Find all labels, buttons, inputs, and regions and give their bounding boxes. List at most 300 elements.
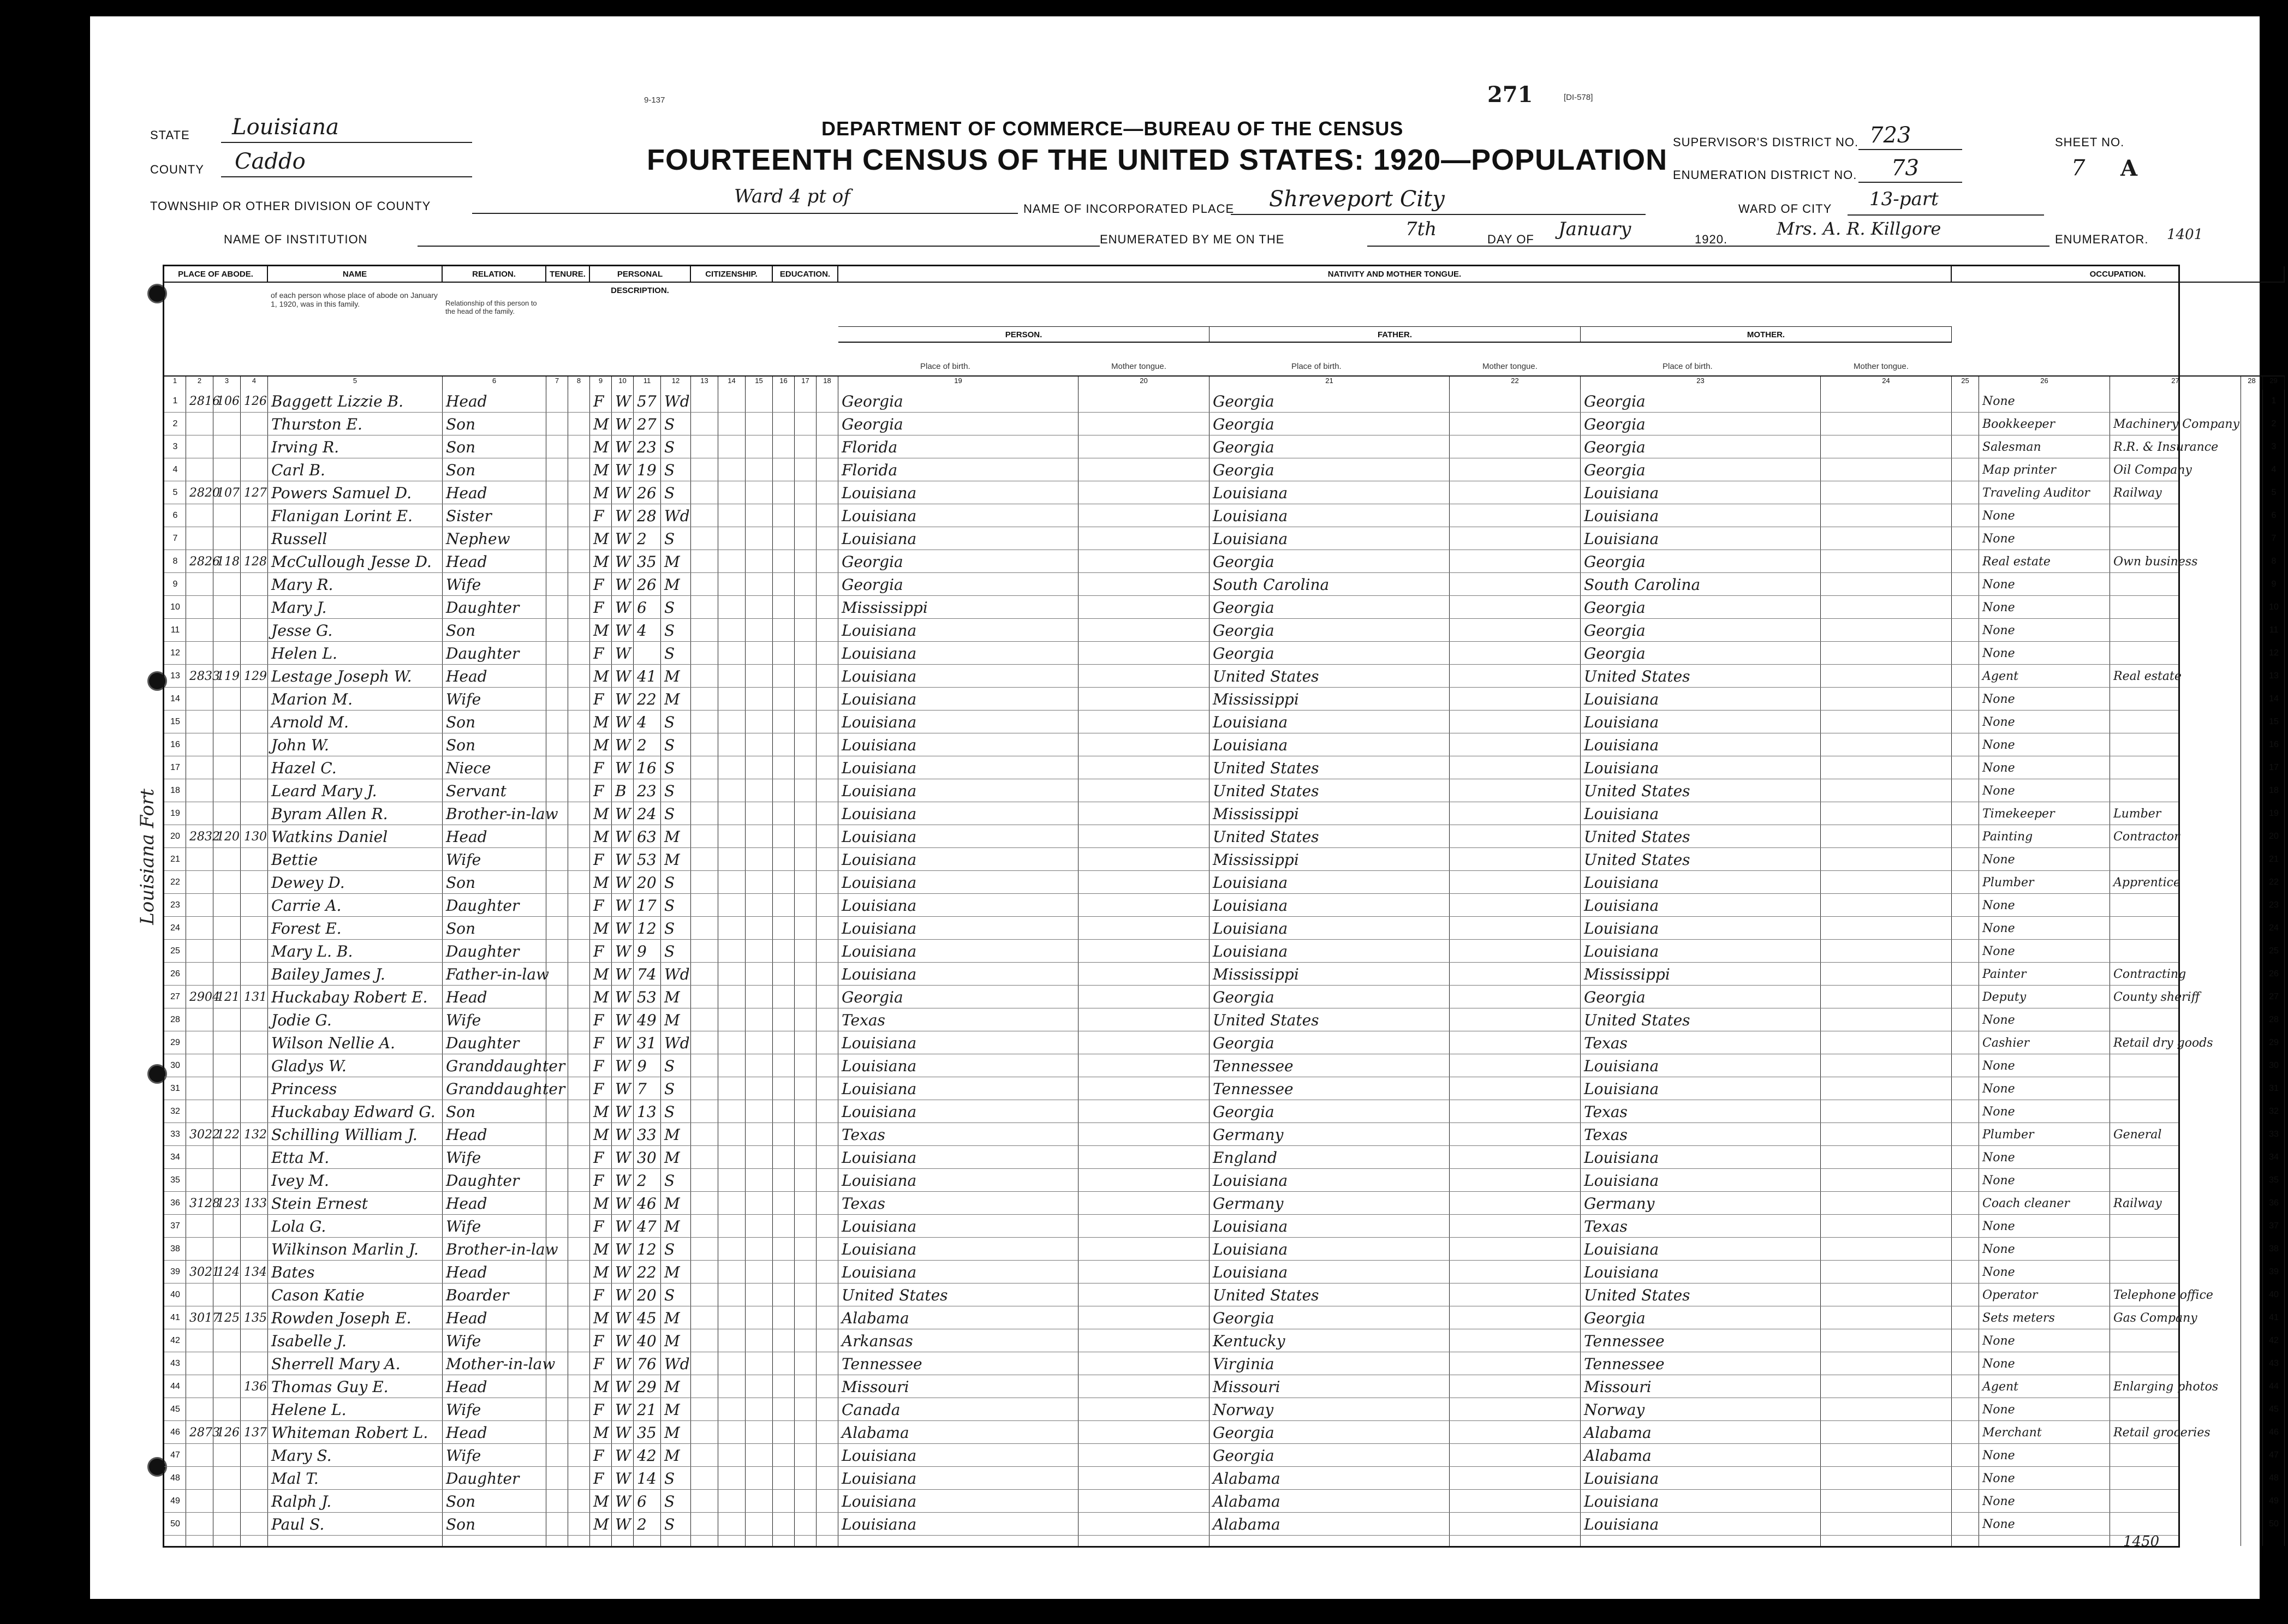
table-row [164,1123,2279,1146]
cell-family [244,1032,267,1054]
cell-mb: Georgia [1584,415,1646,433]
cell-b: Alabama [842,1424,909,1442]
cell-ms: M [664,667,680,685]
cell-ms: M [664,1447,680,1465]
row-number-right: 29 [2269,1038,2279,1047]
row-number-right: 20 [2269,832,2279,841]
cell-race: W [615,988,631,1006]
cell-age: 9 [637,1057,647,1075]
cell-race: W [615,1057,631,1075]
cell-sex: F [593,690,604,708]
cell-race: W [615,1149,631,1167]
cell-occ: None [1982,1472,2015,1485]
cell-sex: M [593,1263,609,1281]
cell-ind [2113,849,2240,871]
year-value: 1920. [1695,232,1728,246]
column-number: 2 [186,375,213,390]
cell-occ: None [1982,578,2015,592]
county-value: Caddo [235,149,306,174]
cell-sex: F [593,782,604,800]
cell-mb: Missouri [1584,1378,1652,1396]
cell-fb: Mississippi [1213,805,1299,823]
cell-ms: S [664,484,675,502]
cell-sex: F [593,576,604,594]
row-number: 26 [170,969,180,978]
row-number: 31 [170,1084,180,1093]
cell-ms: M [664,1126,680,1144]
cell-family [244,1353,267,1375]
cell-dwelling: 106 [217,395,240,408]
cell-ms: M [664,1309,680,1327]
row-number: 36 [170,1198,180,1208]
row-number: 46 [170,1428,180,1437]
page-number: 271 [1487,82,1533,108]
column-number: 24 [1821,375,1952,390]
table-row [164,1421,2279,1444]
cell-occ: Salesman [1982,440,2041,454]
cell-sex: M [593,530,609,548]
cell-family [244,1055,267,1077]
row-number-right: 1 [2271,396,2277,405]
cell-race: W [615,1424,631,1442]
cell-name: Mary S. [271,1447,332,1465]
cell-fb: Georgia [1213,1034,1274,1052]
cell-ind: Telephone office [2113,1288,2213,1302]
row-number: 25 [170,946,180,956]
cell-occ: None [1982,532,2015,546]
cell-race: W [615,690,631,708]
cell-occ: Painter [1982,968,2027,981]
column-number: 10 [612,375,634,390]
cell-family [244,643,267,665]
cell-age: 24 [637,805,657,823]
cell-name: McCullough Jesse D. [271,553,432,571]
cell-age: 53 [637,988,657,1006]
row-number-right: 39 [2269,1267,2279,1276]
cell-ind [2113,574,2240,596]
table-row [164,1192,2279,1215]
cell-b: Louisiana [842,965,917,983]
row-number-right: 33 [2269,1130,2279,1139]
cell-mb: Louisiana [1584,1080,1659,1098]
cell-name: Bailey James J. [271,965,385,983]
row-number: 2 [172,419,178,428]
table-row [164,1100,2279,1123]
cell-fb: Louisiana [1213,1263,1288,1281]
cell-race: W [615,805,631,823]
cell-family [244,1285,267,1306]
cell-ind [2113,1330,2240,1352]
cell-fb: Mississippi [1213,965,1299,983]
row-number: 8 [172,557,178,566]
row-number: 23 [170,900,180,910]
cell-rel: Wife [446,1217,481,1235]
cell-sex: F [593,1149,604,1167]
cell-mb: Mississippi [1584,965,1670,983]
cell-street [189,1101,212,1123]
cell-mb: Texas [1584,1126,1628,1144]
cell-b: Alabama [842,1309,909,1327]
cell-family [244,620,267,642]
column-number: 27 [2110,375,2241,390]
row-number: 45 [170,1405,180,1414]
state-value: Louisiana [232,115,339,140]
cell-mb: United States [1584,1011,1690,1029]
cell-mb: Georgia [1584,553,1646,571]
cell-dwelling [217,1285,240,1306]
enumerator-label: ENUMERATOR. [2055,232,2149,246]
row-number: 30 [170,1061,180,1070]
cell-ms: Wd [664,965,690,983]
cell-dwelling: 121 [217,990,240,1004]
cell-b: Louisiana [842,713,917,731]
cell-age: 20 [637,1286,657,1304]
cell-mb: United States [1584,828,1690,846]
cell-family [244,1147,267,1169]
cell-race: W [615,1286,631,1304]
cell-occ: Coach cleaner [1982,1197,2070,1210]
cell-b: Georgia [842,553,903,571]
cell-dwelling [217,689,240,710]
cell-b: Missouri [842,1378,909,1396]
cell-family [244,689,267,710]
cell-dwelling [217,849,240,871]
cell-family: 130 [244,830,267,844]
cell-b: Georgia [842,988,903,1006]
cell-occ: Sets meters [1982,1311,2055,1325]
cell-race: W [615,1401,631,1419]
cell-dwelling [217,1491,240,1513]
cell-age: 13 [637,1103,657,1121]
cell-b: Louisiana [842,507,917,525]
ward-value: 13-part [1869,188,1939,210]
place-of-birth-label: Place of birth. [1291,362,1342,371]
census-title: FOURTEENTH CENSUS OF THE UNITED STATES: 1920—POPULATION [647,144,1668,176]
cell-street [189,1514,212,1536]
cell-occ: Deputy [1982,990,2027,1004]
table-row [164,871,2279,894]
column-number: 4 [241,375,268,390]
cell-ind [2113,941,2240,963]
cell-dwelling [217,1239,240,1261]
cell-ms: S [664,782,675,800]
cell-street [189,643,212,665]
cell-name: Carrie A. [271,897,342,915]
cell-name: Lestage Joseph W. [271,667,412,685]
cell-dwelling: 125 [217,1311,240,1325]
cell-occ: None [1982,1174,2015,1187]
cell-dwelling [217,895,240,917]
relation-desc: Relationship of this person to the head of the family. [445,299,537,315]
table-row [164,940,2279,963]
cell-race: W [615,942,631,960]
cell-fb: Georgia [1213,988,1274,1006]
cell-family [244,414,267,435]
row-number-right: 3 [2271,442,2277,451]
cell-street [189,780,212,802]
row-number-right: 34 [2269,1153,2279,1162]
cell-ms: S [664,1240,675,1258]
cell-family [244,757,267,779]
cell-ms: Wd [664,392,690,410]
cell-race: W [615,1492,631,1510]
table-row [164,1513,2279,1536]
cell-rel: Son [446,874,476,892]
cell-ind [2113,780,2240,802]
cell-fb: Georgia [1213,599,1274,617]
cell-dwelling [217,528,240,550]
cell-family [244,505,267,527]
cell-dwelling: 120 [217,830,240,844]
cell-street [189,803,212,825]
row-number: 42 [170,1336,180,1345]
cell-age: 30 [637,1149,657,1167]
sheet-no-value: 7 [2071,156,2086,181]
cell-ind [2113,643,2240,665]
cell-mb: Georgia [1584,461,1646,479]
sheet-label: SHEET NO. [2055,135,2125,149]
cell-occ: None [1982,1082,2015,1096]
cell-rel: Head [446,988,487,1006]
cell-street [189,689,212,710]
row-number-right: 47 [2269,1450,2279,1460]
cell-street [189,1239,212,1261]
cell-family: 127 [244,486,267,500]
cell-occ: None [1982,1059,2015,1073]
cell-mb: Louisiana [1584,1240,1659,1258]
row-number: 16 [170,740,180,749]
row-number: 13 [170,671,180,680]
cell-ind: R.R. & Insurance [2113,440,2219,454]
row-number-right: 27 [2269,992,2279,1001]
cell-occ: Traveling Auditor [1982,486,2090,500]
cell-name: Bates [271,1263,315,1281]
cell-ind [2113,757,2240,779]
cell-name: Thomas Guy E. [271,1378,389,1396]
cell-family [244,1330,267,1352]
row-number: 34 [170,1153,180,1162]
cell-b: Canada [842,1401,901,1419]
cell-mb: Louisiana [1584,805,1659,823]
table-row [164,1238,2279,1261]
cell-dwelling [217,505,240,527]
cell-ind: Own business [2113,555,2198,569]
cell-fb: Georgia [1213,622,1274,640]
row-number-right: 12 [2269,648,2279,658]
cell-age: 33 [637,1126,657,1144]
cell-ind: Machinery Company [2113,417,2240,431]
cell-rel: Daughter [446,1034,520,1052]
state-label: STATE [150,128,190,142]
cell-ms: S [664,599,675,617]
cell-name: Mary R. [271,576,333,594]
row-number: 21 [170,855,180,864]
cell-name: John W. [271,736,329,754]
cell-dwelling [217,597,240,619]
row-number-right: 40 [2269,1290,2279,1299]
cell-rel: Wife [446,690,481,708]
table-row [164,1031,2279,1054]
cell-sex: M [593,1309,609,1327]
row-number-right: 2 [2271,419,2277,428]
census-sheet [90,16,2279,1599]
cell-ms: M [664,690,680,708]
cell-ms: S [664,759,675,777]
cell-family [244,780,267,802]
mother-tongue-label: Mother tongue. [1854,362,1909,371]
row-number: 3 [172,442,178,451]
row-number-right: 17 [2269,763,2279,772]
cell-age: 23 [637,782,657,800]
cell-name: Ivey M. [271,1172,329,1190]
cell-ind [2113,689,2240,710]
cell-race: W [615,667,631,685]
cell-sex: F [593,1332,604,1350]
cell-race: W [615,1195,631,1213]
cell-ms: Wd [664,507,690,525]
cell-sex: M [593,1103,609,1121]
cell-fb: Georgia [1213,461,1274,479]
table-row [164,596,2279,619]
cell-ind: County sheriff [2113,990,2200,1004]
cell-mb: Texas [1584,1103,1628,1121]
cell-fb: England [1213,1149,1278,1167]
cell-dwelling [217,803,240,825]
cell-ind [2113,1055,2240,1077]
cell-family [244,1216,267,1238]
cell-street [189,712,212,733]
cell-race: B [615,782,627,800]
cell-name: Watkins Daniel [271,828,388,846]
cell-ind [2113,505,2240,527]
cell-b: Louisiana [842,1515,917,1533]
cell-mb: Louisiana [1584,1470,1659,1488]
enumeration-district-label: ENUMERATION DISTRICT NO. [1673,168,1857,182]
cell-rel: Head [446,828,487,846]
cell-street [189,620,212,642]
cell-age: 35 [637,553,657,571]
row-number-right: 19 [2269,809,2279,818]
cell-age: 2 [637,530,647,548]
table-row [164,458,2277,481]
cell-ms: M [664,1011,680,1029]
cell-sex: F [593,897,604,915]
cell-ms: S [664,920,675,938]
cell-age: 20 [637,874,657,892]
cell-race: W [615,1126,631,1144]
cell-name: Stein Ernest [271,1195,368,1213]
cell-ms: M [664,1378,680,1396]
cell-street [189,1147,212,1169]
cell-race: W [615,461,631,479]
cell-name: Forest E. [271,920,342,938]
group-header-relation: RELATION. [443,266,546,283]
cell-b: Louisiana [842,759,917,777]
cell-ind [2113,1239,2240,1261]
cell-age: 47 [637,1217,657,1235]
cell-fb: Norway [1213,1401,1274,1419]
row-number-right: 45 [2269,1405,2279,1414]
cell-occ: None [1982,647,2015,660]
cell-family: 135 [244,1311,267,1325]
cell-occ: None [1982,1013,2015,1027]
cell-family [244,895,267,917]
row-number: 12 [170,648,180,658]
column-number: 6 [443,375,546,390]
cell-name: Carl B. [271,461,325,479]
cell-ms: M [664,1424,680,1442]
cell-dwelling [217,1078,240,1100]
row-number: 38 [170,1244,180,1253]
column-number: 19 [838,375,1079,390]
row-number-right: 35 [2269,1175,2279,1185]
cell-fb: Germany [1213,1195,1284,1213]
cell-age: 4 [637,713,647,731]
cell-family: 126 [244,395,267,408]
cell-name: Mary L. B. [271,942,353,960]
table-row [164,435,2277,458]
cell-ind: Lumber [2113,807,2161,821]
cell-street [189,459,212,481]
cell-b: Louisiana [842,1492,917,1510]
cell-sex: M [593,1240,609,1258]
cell-age: 46 [637,1195,657,1213]
mother-tongue-label: Mother tongue. [1482,362,1538,371]
row-number: 1 [172,396,178,405]
cell-mb: United States [1584,1286,1690,1304]
cell-mb: Louisiana [1584,1057,1659,1075]
cell-fb: Georgia [1213,1424,1274,1442]
cell-mb: Louisiana [1584,713,1659,731]
cell-mb: United States [1584,782,1690,800]
cell-b: Louisiana [842,667,917,685]
state-line [221,142,472,143]
cell-b: Georgia [842,576,903,594]
cell-ms: S [664,1515,675,1533]
cell-ms: M [664,553,680,571]
cell-rel: Head [446,484,487,502]
place-line [1231,214,1646,215]
cell-sex: M [593,1378,609,1396]
incorporated-place-label: NAME OF INCORPORATED PLACE [1023,202,1235,216]
supervisor-district-label: SUPERVISOR'S DISTRICT NO. [1673,135,1859,149]
cell-fb: Georgia [1213,1447,1274,1465]
cell-sex: M [593,1492,609,1510]
column-number: 29 [2263,375,2285,390]
cell-name: Ralph J. [271,1492,332,1510]
subheader-person: PERSON. [838,326,1209,343]
table-row [164,1169,2279,1192]
table-row [164,779,2279,802]
margin-note-bottom: 1450 [2123,1533,2160,1550]
cell-b: Louisiana [842,736,917,754]
cell-sex: M [593,828,609,846]
cell-fb: Georgia [1213,392,1274,410]
cell-b: Texas [842,1011,885,1029]
cell-sex: M [593,1126,609,1144]
cell-street [189,1468,212,1490]
cell-sex: M [593,553,609,571]
cell-fb: Germany [1213,1126,1284,1144]
cell-ind [2113,1491,2240,1513]
enumerated-label: ENUMERATED BY ME ON THE [1100,232,1285,246]
cell-fb: Louisiana [1213,874,1288,892]
cell-race: W [615,1217,631,1235]
cell-age: 27 [637,415,657,433]
cell-family [244,1239,267,1261]
cell-rel: Son [446,438,476,456]
row-number: 43 [170,1359,180,1368]
